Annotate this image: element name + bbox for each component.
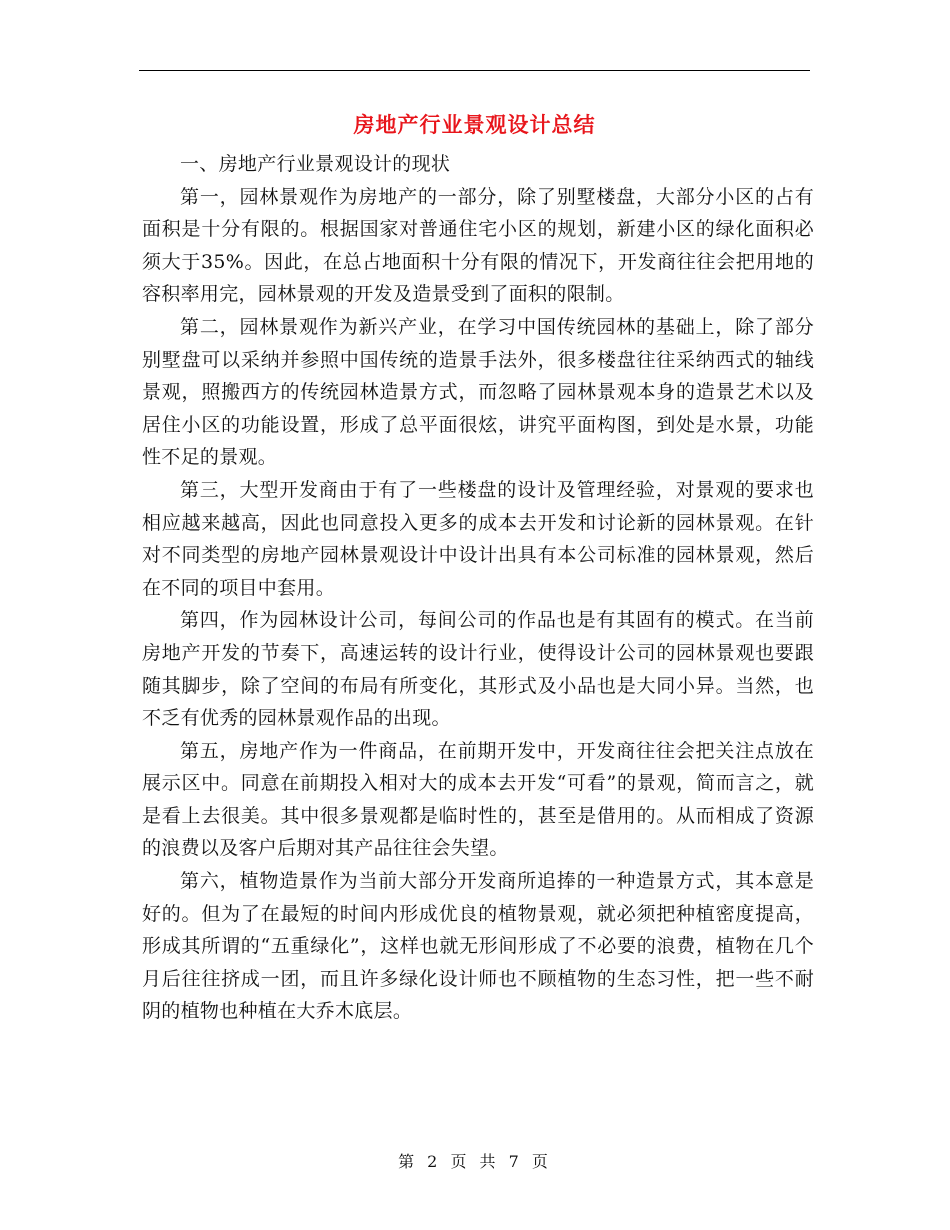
paragraph-fourth: 第四，作为园林设计公司，每间公司的作品也是有其固有的模式。在当前房地产开发的节奏下，高速运转的设计行业，使得设计公司的园林景观也要跟随其脚步，除了空间的布局有所变化，其形式及小品也是大同小异。当然，也不乏有优秀的园林景观作品的出现。 <box>142 609 814 730</box>
paragraph-fifth: 第五，房地产作为一件商品，在前期开发中，开发商往往会把关注点放在展示区中。同意在前期投入相对大的成本去开发“可看”的景观，简而言之，就是看上去很美。其中很多景观都是临时性的，甚至是借用的。从而相成了资源的浪费以及客户后期对其产品往往会失望。 <box>142 739 814 860</box>
document-body <box>142 148 814 1028</box>
document-title: 房地产行业景观设计总结 <box>353 112 596 137</box>
header-rule <box>139 70 810 71</box>
page-footer: 第 2 页 共 7 页 <box>398 1152 552 1171</box>
paragraph-sixth: 第六，植物造景作为当前大部分开发商所追捧的一种造景方式，其本意是好的。但为了在最短的时间内形成优良的植物景观，就必须把种植密度提高，形成其所谓的“五重绿化”，这样也就无形间形成了不必要的浪费，植物在几个月后往往挤成一团，而且许多绿化设计师也不顾植物的生态习性，把一些不耐阴的植物也种植在大乔木底层。 <box>142 870 814 1023</box>
section-heading: 一、房地产行业景观设计的现状 <box>180 153 451 175</box>
paragraph-third: 第三，大型开发商由于有了一些楼盘的设计及管理经验，对景观的要求也相应越来越高，因此也同意投入更多的成本去开发和讨论新的园林景观。在针对不同类型的房地产园林景观设计中设计出具有本公司标准的园林景观，然后在不同的项目中套用。 <box>142 478 814 599</box>
paragraph-second: 第二，园林景观作为新兴产业，在学习中国传统园林的基础上，除了部分别墅盘可以采纳并参照中国传统的造景手法外，很多楼盘往往采纳西式的轴线景观，照搬西方的传统园林造景方式，而忽略了园林景观本身的造景艺术以及居住小区的功能设置，形成了总平面很炫，讲究平面构图，到处是水景，功能性不足的景观。 <box>142 315 814 469</box>
paragraph-first: 第一，园林景观作为房地产的一部分，除了别墅楼盘，大部分小区的占有面积是十分有限的。根据国家对普通住宅小区的规划，新建小区的绿化面积必须大于35%。因此，在总占地面积十分有限的情况下，开发商往往会把用地的容积率用完，园林景观的开发及造景受到了面积的限制。 <box>142 185 814 306</box>
